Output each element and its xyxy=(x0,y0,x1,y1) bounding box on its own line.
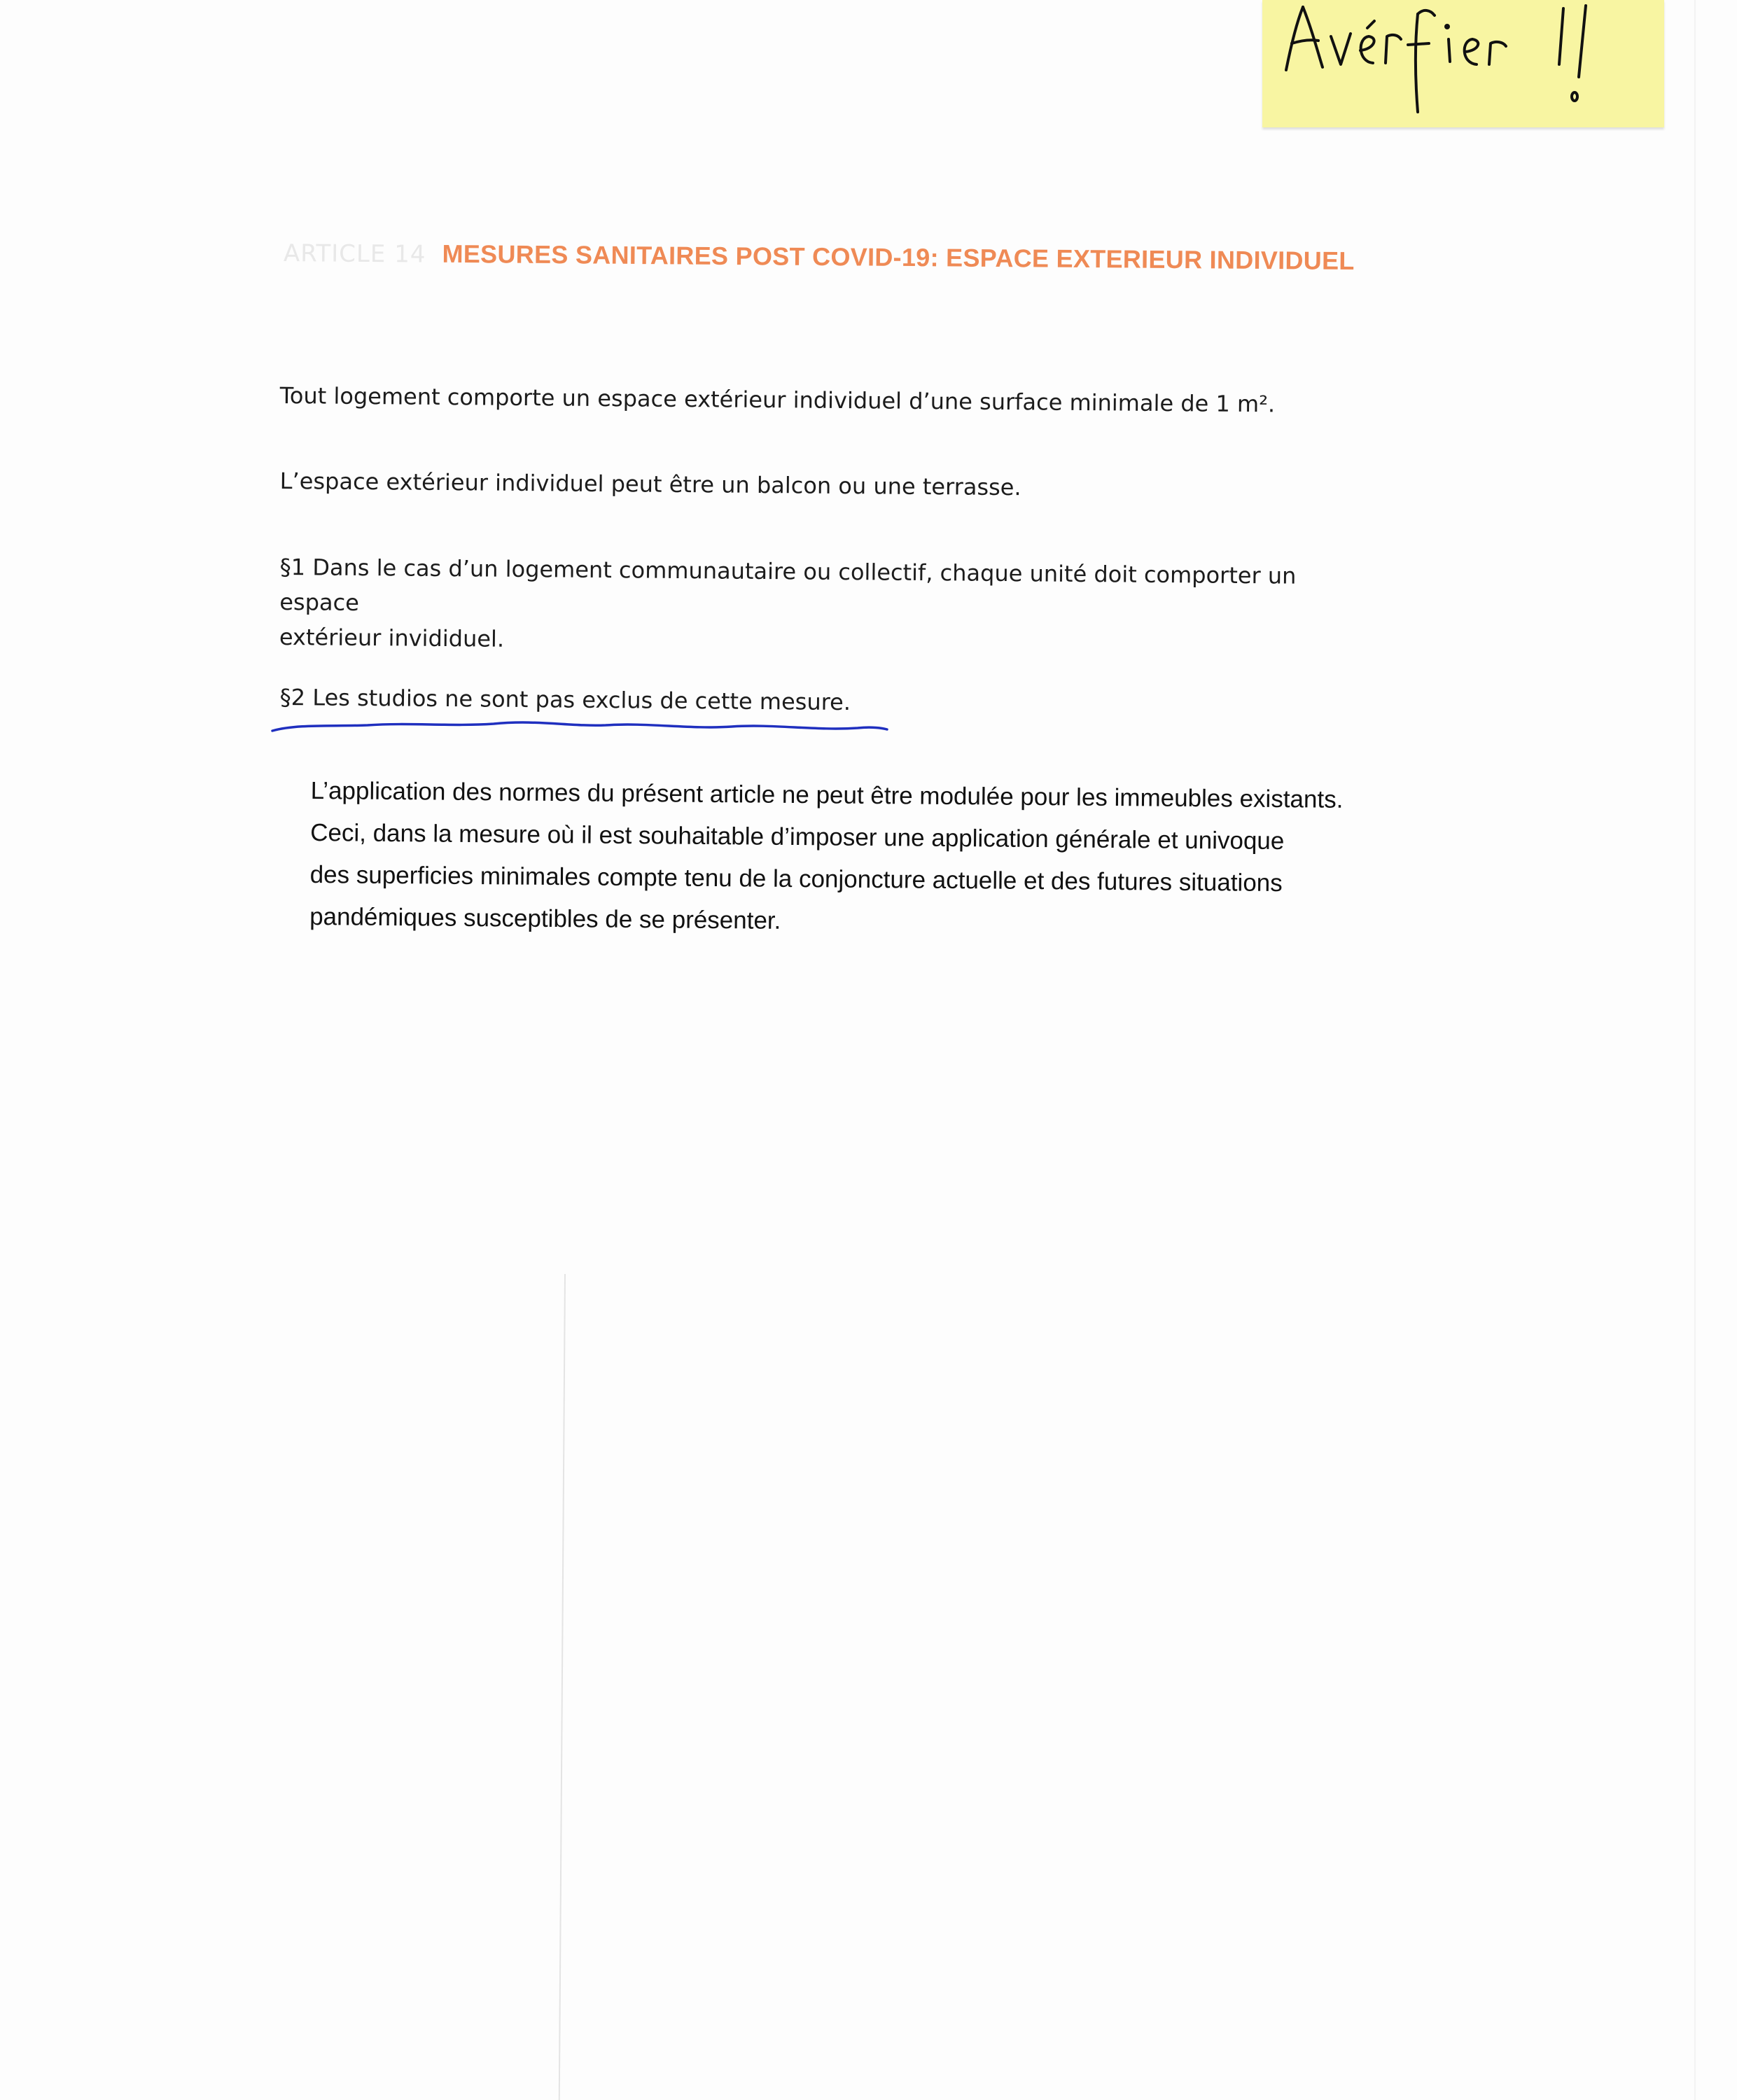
handwritten-note-drawing xyxy=(1262,0,1664,127)
paragraph-balcony xyxy=(280,463,1400,508)
justification-line: des superficies minimales compte tenu de la conjoncture actuelle et des futures situations xyxy=(309,860,1283,897)
paragraph-surface xyxy=(280,378,1400,423)
paragraph-line: extérieur invididuel. xyxy=(279,623,505,652)
justification-line: L’application des normes du présent article ne peut être modulée pour les immeubles existants. xyxy=(310,776,1344,813)
article-title: MESURES SANITAIRES POST COVID-19: ESPACE EXTERIEUR INDIVIDUEL xyxy=(442,239,1355,276)
handwritten-underline xyxy=(270,717,900,745)
justification-block xyxy=(309,770,1417,948)
paragraph-text: Tout logement comporte un espace extérieur individuel d’une surface minimale de 1 m². xyxy=(279,382,1276,418)
justification-line: Ceci, dans la mesure où il est souhaitable d’imposer une application générale et univoque xyxy=(310,818,1285,855)
paragraph-section-1 xyxy=(279,550,1372,664)
scan-artifact-line xyxy=(559,1274,566,2100)
paragraph-text: §2 Les studios ne sont pas exclus de cette mesure. xyxy=(279,683,851,716)
article-number: ARTICLE 14 xyxy=(283,239,426,269)
article-header xyxy=(283,238,1355,276)
paragraph-text: L’espace extérieur individuel peut être un balcon ou une terrasse. xyxy=(279,467,1021,501)
scan-artifact-edge xyxy=(1694,0,1696,2100)
sticky-note xyxy=(1262,0,1664,127)
paragraph-line: §1 Dans le cas d’un logement communautaire ou collectif, chaque unité doit comporter un espace xyxy=(279,553,1297,616)
justification-line: pandémiques susceptibles de se présenter. xyxy=(309,902,781,934)
